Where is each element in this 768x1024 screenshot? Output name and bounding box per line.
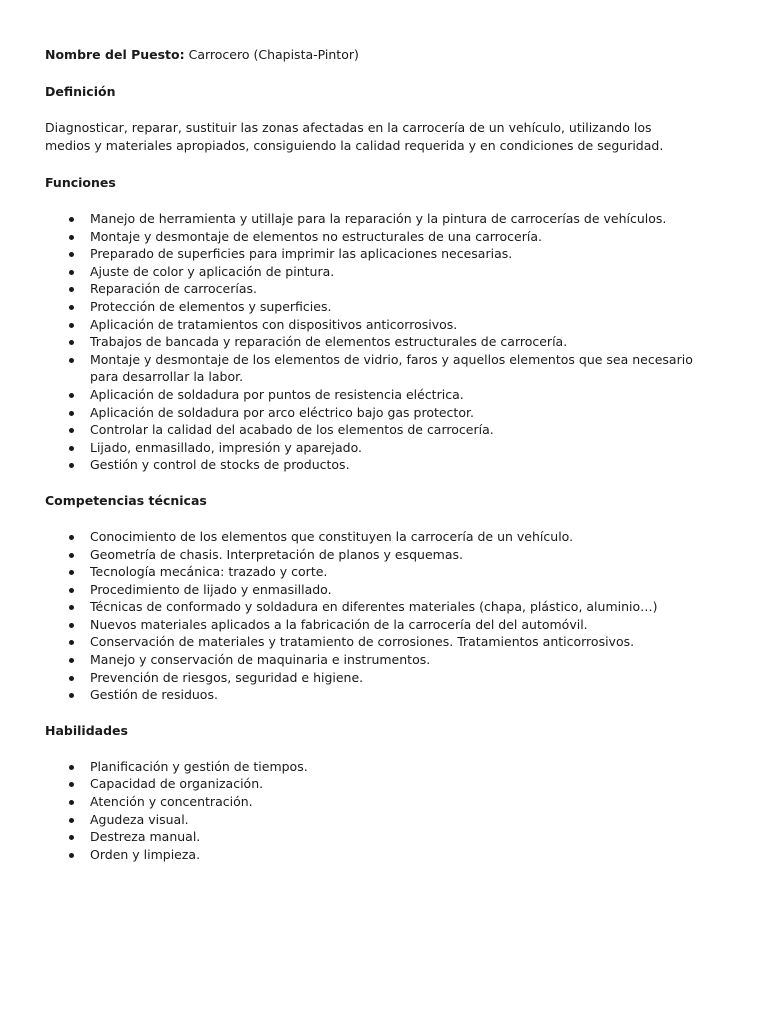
list-item: Técnicas de conformado y soldadura en diferentes materiales (chapa, plástico, aluminio…) [45,598,698,616]
list-item: Agudeza visual. [45,811,698,829]
list-item: Conservación de materiales y tratamiento de corrosiones. Tratamientos anticorrosivos. [45,633,698,651]
list-item: Orden y limpieza. [45,846,698,864]
list-item: Reparación de carrocerías. [45,280,698,298]
habilidades-heading: Habilidades [45,722,128,738]
list-item: Tecnología mecánica: trazado y corte. [45,563,698,581]
habilidades-list [45,758,698,864]
job-title-label: Nombre del Puesto: [45,47,185,62]
list-item: Capacidad de organización. [45,775,698,793]
list-item: Trabajos de bancada y reparación de elementos estructurales de carrocería. [45,333,698,351]
competencias-heading: Competencias técnicas [45,492,207,508]
list-item: Destreza manual. [45,828,698,846]
list-item: Montaje y desmontaje de los elementos de vidrio, faros y aquellos elementos que sea necesario para desarrollar la labor. [45,351,698,386]
job-title-line [45,46,698,64]
job-title-value: Carrocero (Chapista-Pintor) [184,47,359,62]
list-item: Geometría de chasis. Interpretación de planos y esquemas. [45,546,698,564]
list-item: Procedimiento de lijado y enmasillado. [45,581,698,599]
list-item: Conocimiento de los elementos que constituyen la carrocería de un vehículo. [45,528,698,546]
list-item: Atención y concentración. [45,793,698,811]
list-item: Manejo de herramienta y utillaje para la reparación y la pintura de carrocerías de vehículos. [45,210,698,228]
funciones-list [45,210,698,474]
list-item: Nuevos materiales aplicados a la fabricación de la carrocería del del automóvil. [45,616,698,634]
list-item: Gestión de residuos. [45,686,698,704]
list-item: Montaje y desmontaje de elementos no estructurales de una carrocería. [45,228,698,246]
list-item: Lijado, enmasillado, impresión y aparejado. [45,439,698,457]
list-item: Planificación y gestión de tiempos. [45,758,698,776]
list-item: Aplicación de tratamientos con dispositivos anticorrosivos. [45,316,698,334]
list-item: Controlar la calidad del acabado de los elementos de carrocería. [45,421,698,439]
list-item: Gestión y control de stocks de productos. [45,456,698,474]
list-item: Prevención de riesgos, seguridad e higiene. [45,669,698,687]
definition-text: Diagnosticar, reparar, sustituir las zonas afectadas en la carrocería de un vehículo, utilizando los medios y materiales apropiados, consiguiendo la calidad requerida y en condiciones de seguridad. [45,120,664,153]
definition-heading: Definición [45,84,116,99]
list-item: Manejo y conservación de maquinaria e instrumentos. [45,651,698,669]
list-item: Preparado de superficies para imprimir las aplicaciones necesarias. [45,245,698,263]
list-item: Ajuste de color y aplicación de pintura. [45,263,698,281]
funciones-heading: Funciones [45,175,116,190]
list-item: Protección de elementos y superficies. [45,298,698,316]
list-item: Aplicación de soldadura por arco eléctrico bajo gas protector. [45,404,698,422]
competencias-list [45,528,698,704]
list-item: Aplicación de soldadura por puntos de resistencia eléctrica. [45,386,698,404]
